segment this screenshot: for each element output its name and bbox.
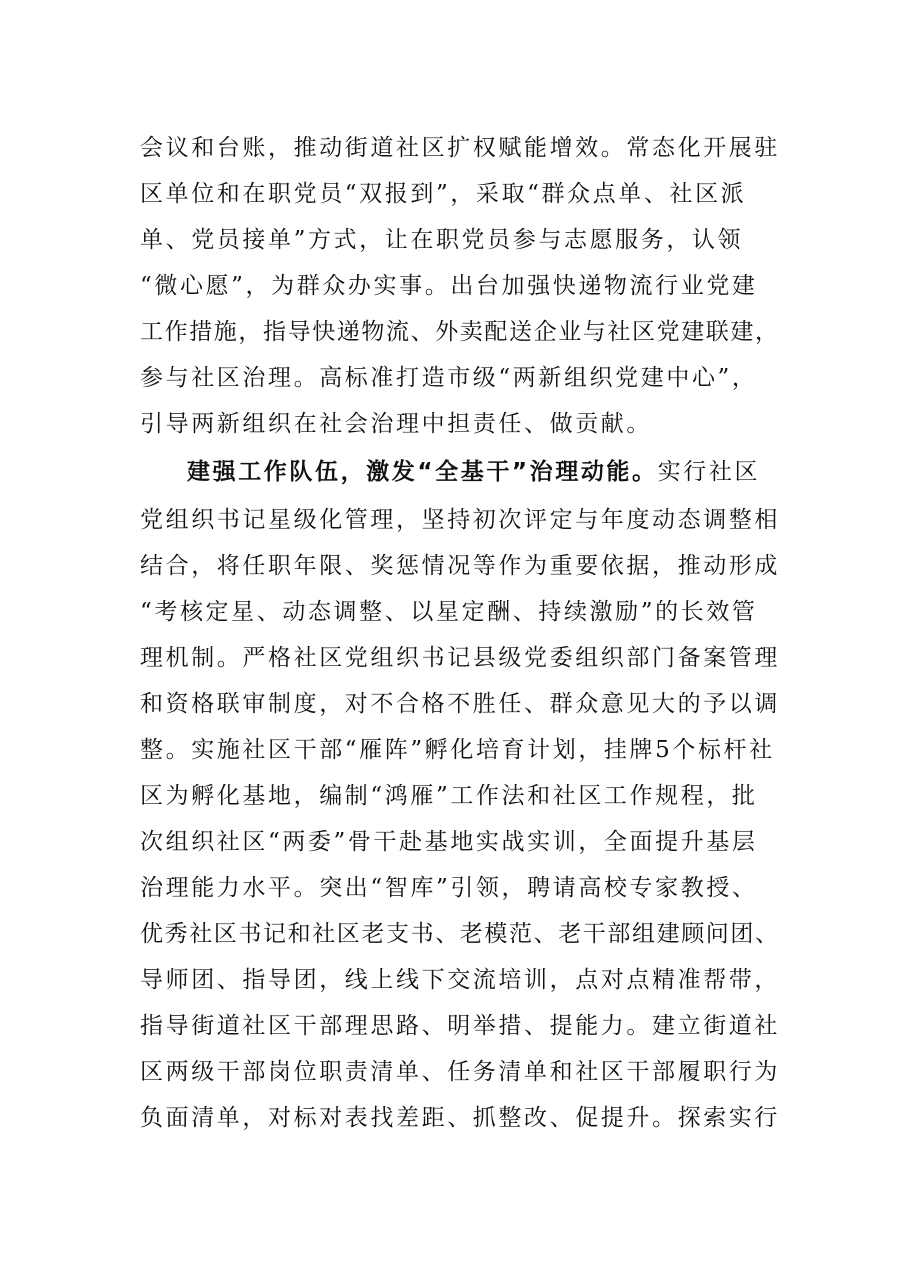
paragraph-first-line	[187, 452, 780, 492]
paragraph-lead-heading: 建强工作队伍，激发“全基干”治理动能。	[187, 459, 658, 485]
text-span: 实行社区	[657, 459, 761, 485]
text-line: 次组织社区“两委”骨干赴基地实战实训，全面提升基层	[140, 829, 758, 855]
text-line: 和资格联审制度，对不合格不胜任、群众意见大的予以调	[140, 691, 780, 717]
text-line: 区为孵化基地，编制“鸿雁”工作法和社区工作规程，批	[140, 783, 758, 809]
text-line: 区单位和在职党员“双报到”，采取“群众点单、社区派	[140, 181, 747, 207]
text-line: 单、党员接单”方式，让在职党员参与志愿服务，认领	[140, 227, 744, 253]
text-line: 工作措施，指导快递物流、外卖配送企业与社区党建联建，	[140, 319, 780, 345]
text-line: 党组织书记星级化管理，坚持初次评定与年度动态调整相	[140, 507, 780, 533]
text-line: “微心愿”，为群众办实事。出台加强快递物流行业党建	[140, 273, 758, 299]
text-line: 引导两新组织在社会治理中担责任、做贡献。	[140, 411, 652, 437]
text-line: “考核定星、动态调整、以星定酬、持续激励”的长效管	[140, 599, 758, 625]
text-line: 负面清单，对标对表找差距、抓整改、促提升。探索实行	[140, 1105, 780, 1131]
text-line: 整。实施社区干部“雁阵”孵化培育计划，挂牌5个标杆社	[140, 737, 775, 763]
text-line: 导师团、指导团，线上线下交流培训，点对点精准帮带，	[140, 967, 780, 993]
text-line: 指导街道社区干部理思路、明举措、提能力。建立街道社	[140, 1013, 780, 1039]
text-line: 会议和台账，推动街道社区扩权赋能增效。常态化开展驻	[140, 135, 780, 161]
text-line: 区两级干部岗位职责清单、任务清单和社区干部履职行为	[140, 1059, 780, 1085]
text-line: 参与社区治理。高标准打造市级“两新组织党建中心”，	[140, 365, 758, 391]
text-line: 结合，将任职年限、奖惩情况等作为重要依据，推动形成	[140, 553, 780, 579]
text-line: 优秀社区书记和社区老支书、老模范、老干部组建顾问团、	[140, 921, 780, 947]
text-line: 治理能力水平。突出“智库”引领，聘请高校专家教授、	[140, 875, 758, 901]
text-line: 理机制。严格社区党组织书记县级党委组织部门备案管理	[140, 645, 780, 671]
